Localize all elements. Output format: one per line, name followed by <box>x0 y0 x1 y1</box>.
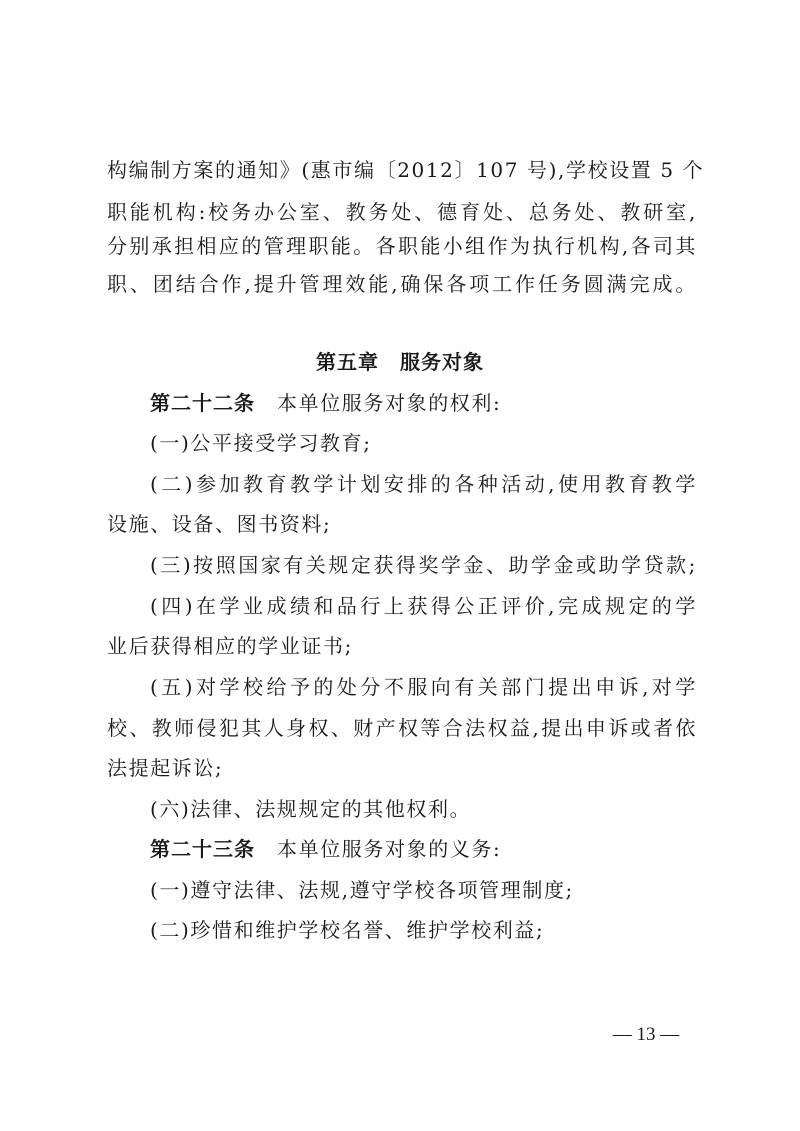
article-number: 第二十二条 <box>150 391 255 415</box>
page-number: — 13 — <box>612 1024 680 1045</box>
article-22-heading <box>150 391 697 415</box>
list-item: (二)参加教育教学计划安排的各种活动,使用教育教学 <box>150 472 697 496</box>
article-text: 本单位服务对象的义务: <box>277 837 502 861</box>
article-text: 本单位服务对象的权利: <box>277 391 502 415</box>
list-item: (四)在学业成绩和品行上获得公正评价,完成规定的学 <box>150 594 697 618</box>
list-item: (二)珍惜和维护学校名誉、维护学校利益; <box>150 918 545 942</box>
list-item: (三)按照国家有关规定获得奖学金、助学金或助学贷款; <box>150 553 697 577</box>
chapter-title: 第五章 服务对象 <box>316 350 484 374</box>
list-item: (五)对学校给予的处分不服向有关部门提出申诉,对学 <box>150 675 697 699</box>
list-item-continuation: 校、教师侵犯其人身权、财产权等合法权益,提出申诉或者依 <box>107 716 697 740</box>
list-item-continuation: 业后获得相应的学业证书; <box>107 634 353 658</box>
paragraph-line: 分别承担相应的管理职能。各职能小组作为执行机构,各司其 <box>107 234 697 258</box>
list-item-continuation: 法提起诉讼; <box>107 756 224 780</box>
list-item: (一)遵守法律、法规,遵守学校各项管理制度; <box>150 878 574 902</box>
paragraph-line: 构编制方案的通知》(惠市编〔2012〕107 号),学校设置 5 个 <box>107 158 705 182</box>
list-item: (一)公平接受学习教育; <box>150 431 372 455</box>
list-item: (六)法律、法规规定的其他权利。 <box>150 797 472 821</box>
article-23-heading <box>150 837 697 861</box>
paragraph-line: 职、团结合作,提升管理效能,确保各项工作任务圆满完成。 <box>107 272 697 296</box>
list-item-continuation: 设施、设备、图书资料; <box>107 512 332 536</box>
article-number: 第二十三条 <box>150 837 255 861</box>
paragraph-line: 职能机构:校务办公室、教务处、德育处、总务处、教研室, <box>107 200 697 224</box>
